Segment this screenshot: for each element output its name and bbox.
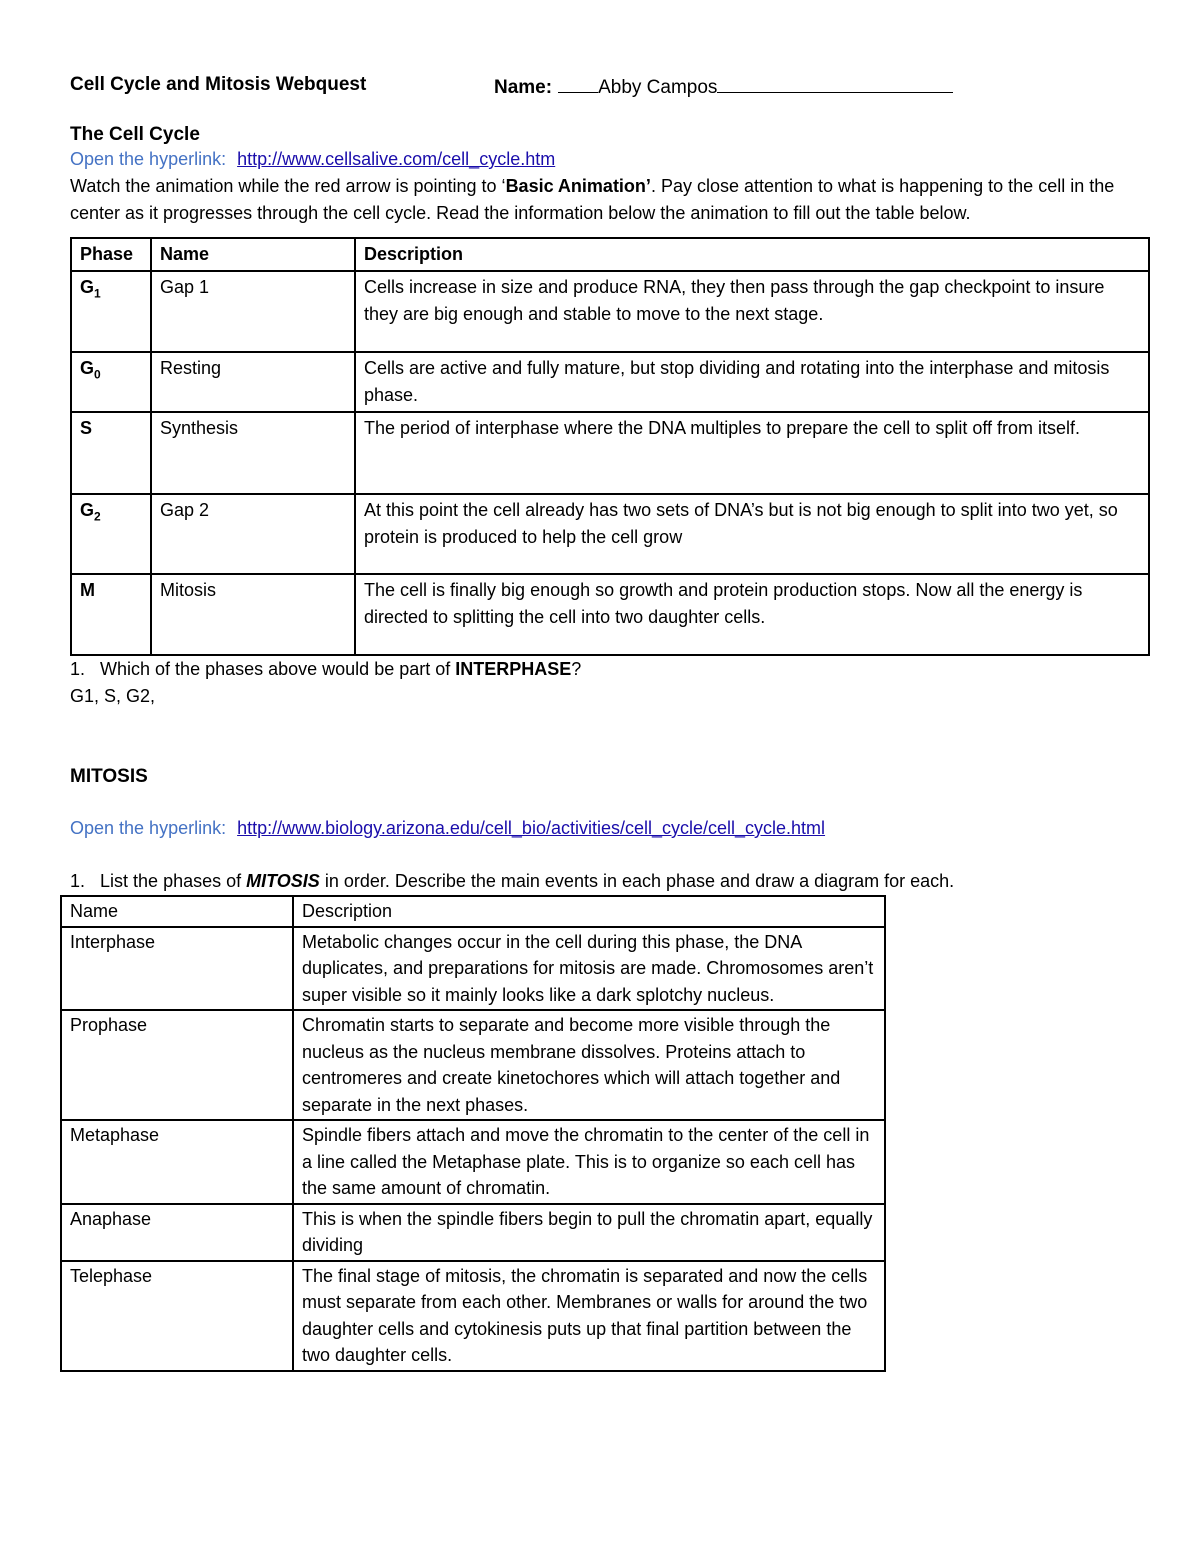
worksheet-page xyxy=(70,70,1150,1372)
header-name: Name xyxy=(61,896,293,927)
table-row xyxy=(61,1204,885,1261)
table-row xyxy=(61,1120,885,1204)
name-cell: Anaphase xyxy=(61,1204,293,1261)
header xyxy=(70,70,1150,102)
description-cell: Spindle fibers attach and move the chromatin to the center of the cell in a line called the Metaphase plate. This is to organize so each cell has the same amount of chromatin. xyxy=(293,1120,885,1204)
name-cell: Mitosis xyxy=(151,574,355,655)
table-row xyxy=(71,494,1149,574)
header-phase: Phase xyxy=(71,238,151,271)
name-cell: Gap 1 xyxy=(151,271,355,352)
description-cell: This is when the spindle fibers begin to pull the chromatin apart, equally dividing xyxy=(293,1204,885,1261)
phase-cell: M xyxy=(71,574,151,655)
table-row xyxy=(71,271,1149,352)
mitosis-link-line xyxy=(70,815,1150,842)
document-title: Cell Cycle and Mitosis Webquest xyxy=(70,74,367,95)
mitosis-table xyxy=(60,895,886,1372)
name-cell: Resting xyxy=(151,352,355,412)
biology-arizona-link[interactable]: http://www.biology.arizona.edu/cell_bio/activities/cell_cycle/cell_cycle.html xyxy=(237,818,826,838)
name-field xyxy=(494,74,953,99)
table-row xyxy=(71,352,1149,412)
description-cell: The cell is finally big enough so growth and protein production stops. Now all the energy is directed to splitting the cell into two daughter cells. xyxy=(355,574,1149,655)
name-cell: Synthesis xyxy=(151,412,355,494)
phase-cell: $G_1$ xyxy=(71,271,151,352)
cellsalive-link[interactable]: http://www.cellsalive.com/cell_cycle.htm xyxy=(237,149,556,169)
description-cell: Metabolic changes occur in the cell during this phase, the DNA duplicates, and preparations for mitosis are made. Chromosomes aren’t super visible so it mainly looks like a dark splotchy nucleus. xyxy=(293,927,885,1011)
table-row xyxy=(71,412,1149,494)
header-name: Name xyxy=(151,238,355,271)
description-cell: The period of interphase where the DNA multiples to prepare the cell to split off from itself. xyxy=(355,412,1149,494)
table-header-row xyxy=(71,238,1149,271)
table-row xyxy=(61,1261,885,1371)
link-label: Open the hyperlink: xyxy=(70,818,227,838)
interphase-question: 1. Which of the phases above would be part of INTERPHASE? xyxy=(70,659,582,679)
link-label: Open the hyperlink: xyxy=(70,149,227,169)
phase-cell: $G_2$ xyxy=(71,494,151,574)
phase-cell: $G_0$ xyxy=(71,352,151,412)
name-cell: Gap 2 xyxy=(151,494,355,574)
interphase-answer: G1, S, G2, xyxy=(70,686,156,706)
table-row xyxy=(61,1010,885,1120)
name-label: Name: xyxy=(494,77,553,98)
description-cell: At this point the cell already has two sets of DNA’s but is not big enough to split into two yet, so protein is produced to help the cell grow xyxy=(355,494,1149,574)
cell-cycle-link-line xyxy=(70,146,1150,173)
table-row xyxy=(71,574,1149,655)
description-cell: The final stage of mitosis, the chromatin is separated and now the cells must separate from each other. Membranes or walls for around the two daughter cells and cytokinesis puts up that final partition between the two daughter cells. xyxy=(293,1261,885,1371)
name-underline-left xyxy=(558,74,598,93)
cell-cycle-instructions: Watch the animation while the red arrow is pointing to ‘Basic Animation’. Pay close attention to what is happening to the cell in the center as it progresses through the cell cycle. Read the information below the animation to fill out the table below. xyxy=(70,176,1115,223)
mitosis-question: 1. List the phases of MITOSIS in order. Describe the main events in each phase and draw a diagram for each. xyxy=(70,871,955,891)
description-cell: Cells are active and fully mature, but stop dividing and rotating into the interphase and mitosis phase. xyxy=(355,352,1149,412)
name-value: Abby Campos xyxy=(598,77,718,98)
section-cell-cycle-title: The Cell Cycle xyxy=(70,124,200,145)
description-cell: Cells increase in size and produce RNA, they then pass through the gap checkpoint to insure they are big enough and stable to move to the next stage. xyxy=(355,271,1149,352)
description-cell: Chromatin starts to separate and become more visible through the nucleus as the nucleus membrane dissolves. Proteins attach to centromeres and create kinetochores which will attach together and separate in the next phases. xyxy=(293,1010,885,1120)
name-cell: Metaphase xyxy=(61,1120,293,1204)
phase-cell: S xyxy=(71,412,151,494)
table-header-row xyxy=(61,896,885,927)
name-cell: Telephase xyxy=(61,1261,293,1371)
name-cell: Interphase xyxy=(61,927,293,1011)
cell-cycle-table xyxy=(70,237,1150,656)
table-row xyxy=(61,927,885,1011)
section-mitosis-title: MITOSIS xyxy=(70,766,148,787)
name-underline-right xyxy=(717,74,953,93)
header-description: Description xyxy=(355,238,1149,271)
header-description: Description xyxy=(293,896,885,927)
name-cell: Prophase xyxy=(61,1010,293,1120)
